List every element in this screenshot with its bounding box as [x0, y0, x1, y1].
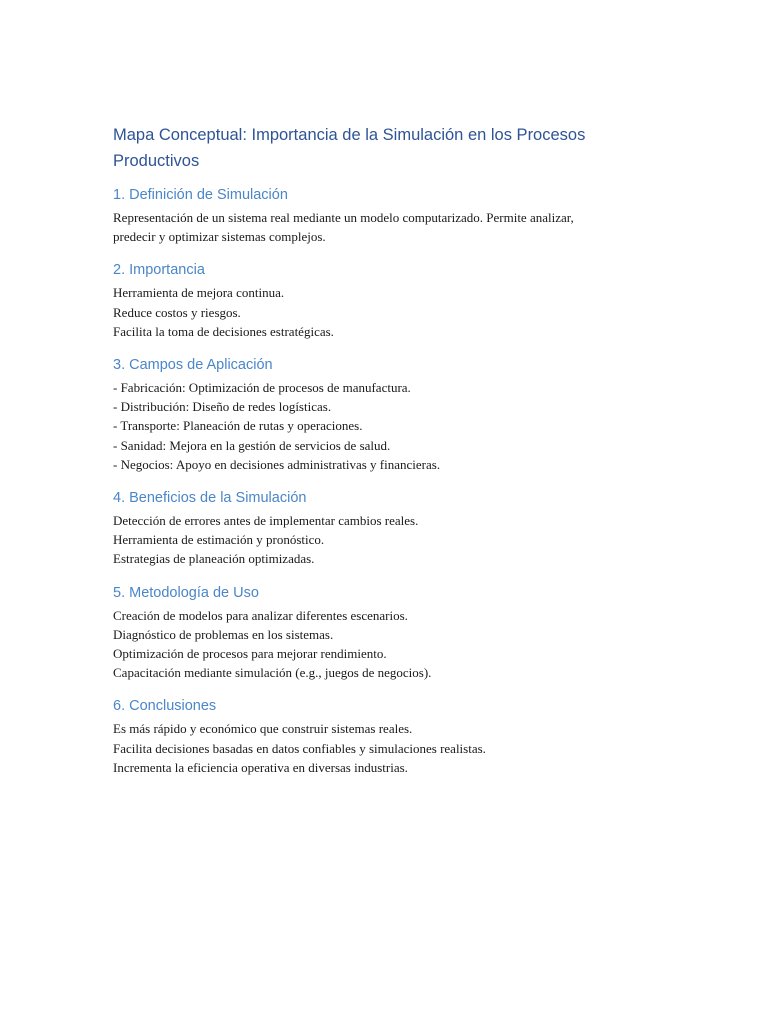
body-line: predecir y optimizar sistemas complejos.	[113, 229, 326, 245]
section-heading: 3. Campos de Aplicación	[113, 357, 273, 374]
section-heading: 2. Importancia	[113, 262, 205, 279]
body-line: Facilita la toma de decisiones estratégicas.	[113, 323, 334, 339]
body-line: Es más rápido y económico que construir sistemas reales.	[113, 721, 413, 737]
section-heading: 5. Metodología de Uso	[113, 584, 259, 601]
body-line: - Distribución: Diseño de redes logísticas.	[113, 399, 332, 415]
section-heading: 1. Definición de Simulación	[113, 187, 288, 203]
section-definicion	[113, 184, 673, 246]
section-campos-aplicacion	[113, 354, 673, 474]
section-heading: 6. Conclusiones	[113, 698, 217, 715]
body-line: Reduce costos y riesgos.	[113, 304, 241, 320]
section-body	[113, 283, 673, 341]
body-line: Incrementa la eficiencia operativa en diversas industrias.	[113, 759, 408, 775]
section-beneficios	[113, 487, 673, 569]
body-line: - Sanidad: Mejora en la gestión de servicios de salud.	[113, 437, 391, 453]
body-line: Representación de un sistema real mediante un modelo computarizado. Permite analizar,	[113, 210, 574, 225]
section-body	[113, 606, 673, 683]
section-conclusiones	[113, 695, 673, 777]
body-line: - Transporte: Planeación de rutas y operaciones.	[113, 418, 363, 434]
body-line: - Fabricación: Optimización de procesos de manufactura.	[113, 380, 411, 396]
section-body	[113, 511, 673, 569]
section-heading: 4. Beneficios de la Simulación	[113, 490, 307, 507]
body-line: Detección de errores antes de implementar cambios reales.	[113, 513, 419, 529]
section-body	[113, 378, 673, 474]
section-importancia	[113, 259, 673, 341]
body-line: Herramienta de mejora continua.	[113, 285, 285, 301]
document-title	[113, 122, 673, 174]
body-line: Diagnóstico de problemas en los sistemas.	[113, 626, 334, 642]
body-line: Creación de modelos para analizar diferentes escenarios.	[113, 607, 408, 623]
document-page	[113, 122, 673, 790]
document-title-line-1: Mapa Conceptual: Importancia de la Simulación en los Procesos	[113, 126, 586, 144]
document-title-line-2: Productivos	[113, 152, 200, 170]
section-body	[113, 719, 673, 777]
body-line: Estrategias de planeación optimizadas.	[113, 551, 315, 567]
body-line: Facilita decisiones basadas en datos confiables y simulaciones realistas.	[113, 740, 486, 756]
body-line: - Negocios: Apoyo en decisiones administrativas y financieras.	[113, 456, 441, 472]
body-line: Optimización de procesos para mejorar rendimiento.	[113, 646, 387, 662]
section-metodologia	[113, 582, 673, 683]
section-body	[113, 208, 673, 246]
body-line: Capacitación mediante simulación (e.g., juegos de negocios).	[113, 665, 432, 681]
body-line: Herramienta de estimación y pronóstico.	[113, 532, 325, 548]
